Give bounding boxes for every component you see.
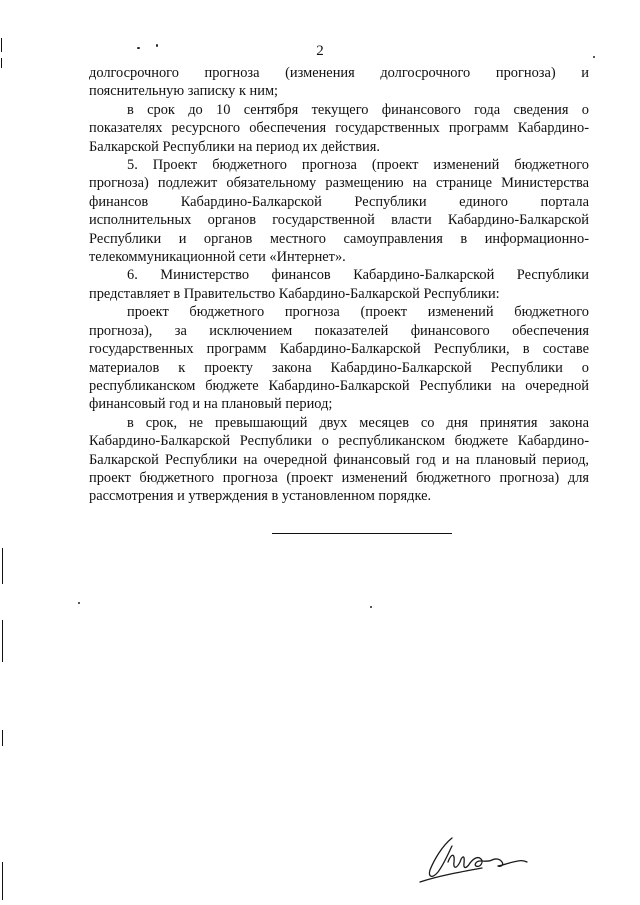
document-body bbox=[89, 64, 589, 506]
text-line: Республики и органов местного самоуправления в информационно- bbox=[89, 230, 589, 247]
text-line: исполнительных органов государственной власти Кабардино-Балкарской bbox=[89, 212, 589, 229]
scan-speck bbox=[156, 44, 158, 47]
text-line: материалов к проекту закона Кабардино-Балкарской Республики о bbox=[89, 359, 589, 376]
text-line: финансовый год и на плановый период; bbox=[89, 396, 333, 413]
text-line: Кабардино-Балкарской Республики о республиканском бюджете Кабардино- bbox=[89, 433, 589, 450]
text-line: проект бюджетного прогноза (проект изменений бюджетного прогноза) для bbox=[89, 469, 589, 486]
page-number: 2 bbox=[316, 43, 324, 59]
text-line: Балкарской Республики на период их действия. bbox=[89, 138, 380, 155]
text-line: телекоммуникационной сети «Интернет». bbox=[89, 249, 346, 266]
text-line: 5. Проект бюджетного прогноза (проект изменений бюджетного bbox=[127, 157, 589, 174]
scan-edge-mark bbox=[2, 620, 3, 662]
text-line: Балкарской Республики на очередной финансовый год и на плановый период, bbox=[89, 451, 589, 468]
text-line: представляет в Правительство Кабардино-Балкарской Республики: bbox=[89, 285, 500, 302]
text-line: проект бюджетного прогноза (проект изменений бюджетного bbox=[127, 304, 589, 321]
scan-speck bbox=[593, 56, 595, 58]
scan-edge-mark bbox=[1, 58, 2, 68]
text-line: в срок до 10 сентября текущего финансового года сведения о bbox=[127, 101, 589, 118]
scan-edge-mark bbox=[2, 548, 3, 584]
text-line: государственных программ Кабардино-Балкарской Республики, в составе bbox=[89, 341, 589, 358]
scan-speck bbox=[137, 47, 140, 49]
scan-edge-mark bbox=[1, 38, 2, 52]
scan-edge-mark bbox=[2, 730, 3, 746]
text-line: прогноза), за исключением показателей финансового обеспечения bbox=[89, 322, 589, 339]
text-line: в срок, не превышающий двух месяцев со дня принятия закона bbox=[127, 414, 589, 431]
signature-image bbox=[408, 832, 533, 886]
text-line: республиканском бюджете Кабардино-Балкарской Республики на очередной bbox=[89, 377, 589, 394]
scan-edge-mark bbox=[2, 862, 3, 900]
text-line: финансов Кабардино-Балкарской Республики единого портала bbox=[89, 193, 589, 210]
scan-speck bbox=[78, 602, 80, 604]
text-line: долгосрочного прогноза (изменения долгосрочного прогноза) и bbox=[89, 65, 589, 81]
text-line: рассмотрения и утверждения в установленном порядке. bbox=[89, 488, 432, 505]
text-line: показателях ресурсного обеспечения государственных программ Кабардино- bbox=[89, 120, 589, 137]
scan-speck bbox=[370, 606, 372, 608]
separator-line bbox=[272, 533, 452, 534]
text-line: прогноза) подлежит обязательному размещению на странице Министерства bbox=[89, 175, 589, 192]
text-line: 6. Министерство финансов Кабардино-Балкарской Республики bbox=[127, 267, 589, 284]
text-line: пояснительную записку к ним; bbox=[89, 83, 279, 100]
